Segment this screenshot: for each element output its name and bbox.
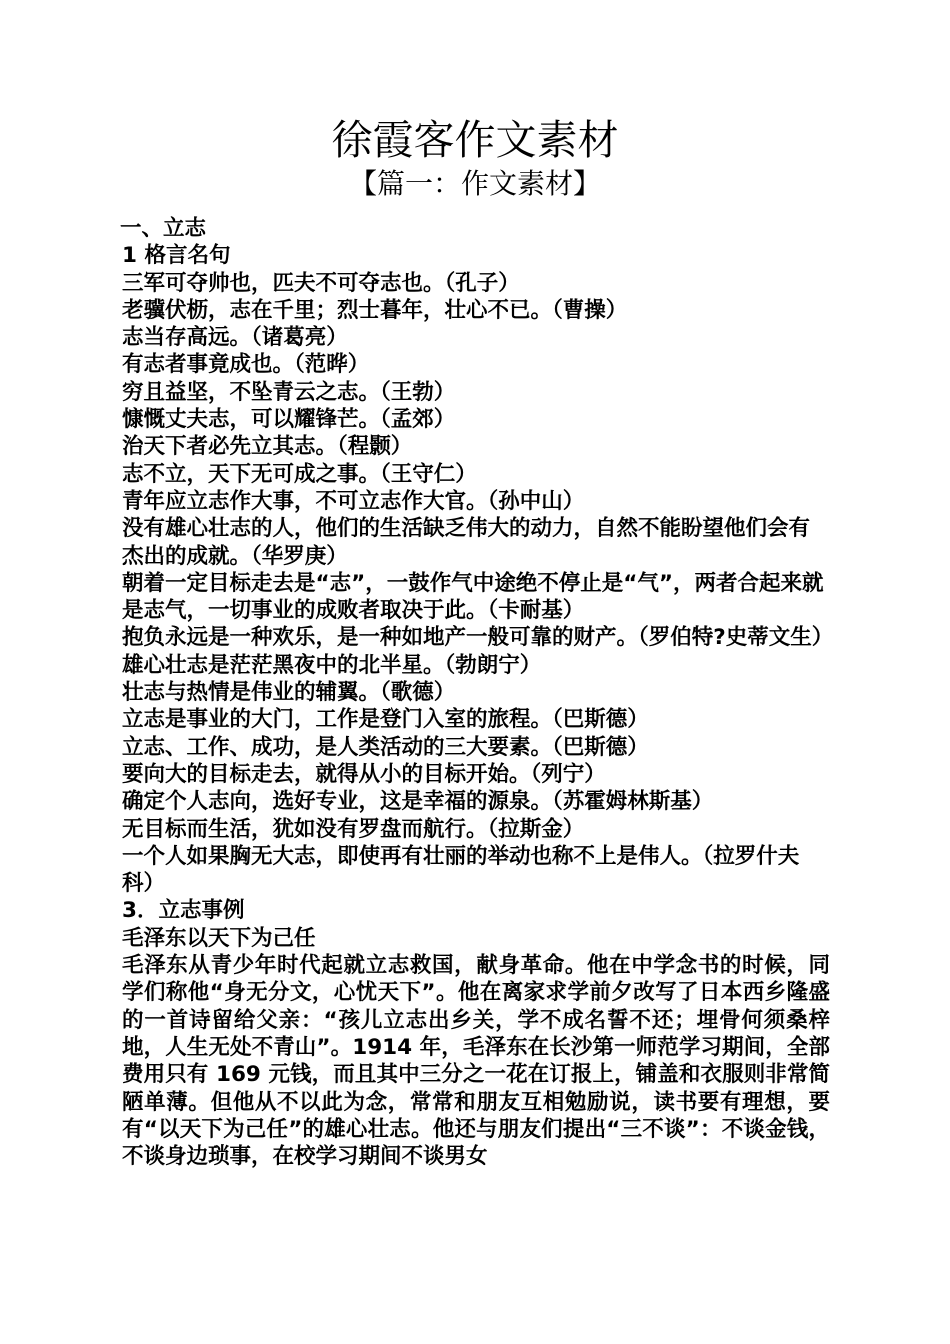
example-title: 毛泽东以天下为己任 [122, 925, 316, 951]
document-subtitle: 【篇一：作文素材】 [348, 167, 601, 200]
document-title: 徐霞客作文素材 [331, 116, 619, 164]
quote-line: 青年应立志作大事，不可立志作大官。（孙中山） [122, 488, 585, 514]
quote-line: 有志者事竟成也。（范晔） [122, 352, 370, 378]
quote-line: 一个人如果胸无大志，即使再有壮丽的举动也称不上是伟人。（拉罗什夫科） [122, 843, 800, 897]
quote-line: 立志是事业的大门，工作是登门入室的旅程。（巴斯德） [122, 707, 649, 733]
quote-line: 老骥伏枥，志在千里；烈士暮年，壮心不已。（曹操） [122, 297, 628, 323]
quote-line: 要向大的目标走去，就得从小的目标开始。（列宁） [122, 761, 606, 787]
example-paragraph: 毛泽东从青少年时代起就立志救国，献身革命。他在中学念书的时候，同学们称他“身无分文，心忧天下”。他在离家求学前夕改写了日本西乡隆盛的一首诗留给父亲：“孩儿立志出乡关，学不成名誓不还；埋骨何须桑梓地，人生无处不青山”。1914 年，毛泽东在长沙第一师范学习期间，全部费用只有 169 元钱，而且其中三分之一花在订报上，铺盖和衣服则非常简陋单薄。但他从不以此为念，常常和朋友互相勉励说，读书要有理想，要有“以天下为己任”的雄心壮志。他还与朋友们提出“三不谈”：不谈金钱，不谈身边琐事，在校学习期间不谈男女 [122, 953, 830, 1170]
quote-line: 没有雄心壮志的人，他们的生活缺乏伟大的动力，自然不能盼望他们会有杰出的成就。（华罗庚） [122, 516, 811, 569]
quote-line: 壮志与热情是伟业的辅翼。（歌德） [122, 680, 456, 706]
quote-line: 穷且益坚，不坠青云之志。（王勃） [122, 379, 456, 405]
document-body [116, 215, 834, 1170]
quote-line: 三军可夺帅也，匹夫不可夺志也。（孔子） [122, 270, 520, 296]
quote-line: 志不立，天下无可成之事。（王守仁） [122, 461, 477, 487]
quote-line: 朝着一定目标走去是“志”，一鼓作气中途绝不停止是“气”，两者合起来就是志气，一切事业的成败者取决于此。（卡耐基） [122, 570, 824, 624]
quote-line: 无目标而生活，犹如没有罗盘而航行。（拉斯金） [122, 816, 585, 842]
quote-line: 立志、工作、成功，是人类活动的三大要素。（巴斯德） [122, 734, 649, 760]
quote-line: 慷慨丈夫志，可以耀锋芒。（孟郊） [122, 407, 456, 433]
section-heading: 一、立志 [120, 216, 207, 241]
subsection-heading: 1 格言名句 [122, 243, 231, 269]
quote-line: 抱负永远是一种欢乐，是一种如地产一般可靠的财产。（罗伯特?史蒂文生） [122, 625, 834, 651]
quote-line: 雄心壮志是茫茫黑夜中的北半星。（勃朗宁） [122, 652, 542, 678]
subsection-heading: 3．立志事例 [122, 898, 245, 924]
quote-line: 治天下者必先立其志。（程颢） [122, 434, 413, 460]
quote-line: 志当存高远。（诸葛亮） [122, 325, 348, 351]
quote-line: 确定个人志向，选好专业，这是幸福的源泉。（苏霍姆林斯基） [122, 789, 714, 815]
